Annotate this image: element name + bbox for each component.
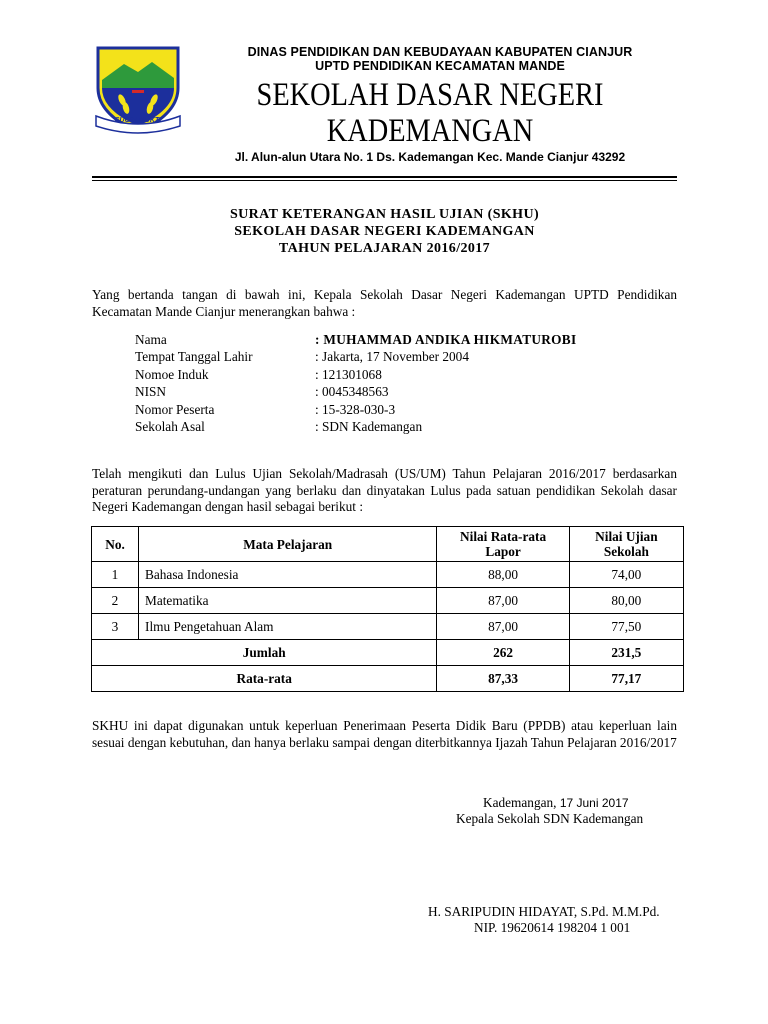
signatory-nip: NIP. 19620614 198204 1 001 (474, 920, 631, 935)
agency-line: DINAS PENDIDIKAN DAN KEBUDAYAAN KABUPATEN CIANJUR (247, 45, 633, 59)
birth-value: : Jakarta, 17 November 2004 (315, 349, 469, 365)
student-info-row (135, 348, 576, 365)
student-info-row (135, 383, 576, 400)
row-exam: 77,50 (569, 614, 683, 640)
school-name-line1: SEKOLAH DASAR NEGERI (256, 77, 604, 113)
row-no: 1 (92, 562, 139, 588)
average-label: Rata-rata (92, 666, 437, 692)
letterhead-rule-thin (92, 180, 677, 181)
document-subtitle-school: SEKOLAH DASAR NEGERI KADEMANGAN (234, 224, 535, 239)
header-report-average-line1: Nilai Rata-rata (460, 529, 547, 544)
logo-motto: SUGIH MUKTI (114, 117, 162, 124)
table-row (92, 614, 684, 640)
row-subject: Matematika (139, 588, 437, 614)
letterhead-rule-thick (92, 176, 677, 178)
table-total-row (92, 640, 684, 666)
document-title: SURAT KETERANGAN HASIL UJIAN (SKHU) (229, 207, 540, 222)
participant-number-label: Nomor Peserta (135, 401, 215, 417)
header-exam-score-line1: Nilai Ujian (595, 529, 658, 544)
student-number-label: Nomoe Induk (135, 366, 209, 382)
row-report: 87,00 (437, 614, 569, 640)
student-info-row (135, 331, 576, 348)
document-subtitle-year: TAHUN PELAJARAN 2016/2017 (278, 241, 491, 256)
origin-school-value: : SDN Kademangan (315, 418, 423, 434)
origin-school-label: Sekolah Asal (135, 418, 205, 434)
unit-line: UPTD PENDIDIKAN KECAMATAN MANDE (315, 59, 565, 73)
school-address: Jl. Alun-alun Utara No. 1 Ds. Kademangan Kec. Mande Cianjur 43292 (234, 150, 626, 164)
row-no: 2 (92, 588, 139, 614)
scores-table (91, 526, 684, 692)
regency-crest-logo (92, 44, 184, 136)
header-subject: Mata Pelajaran (139, 527, 437, 562)
student-name-value: : MUHAMMAD ANDIKA HIKMATUROBI (315, 332, 577, 347)
nisn-value: : 0045348563 (315, 384, 389, 400)
table-average-row (92, 666, 684, 692)
student-info-row (135, 401, 576, 418)
row-exam: 74,00 (569, 562, 683, 588)
statement-paragraph: Telah mengikuti dan Lulus Ujian Sekolah/Madrasah (US/UM) Tahun Pelajaran 2016/2017 berdasarkan peraturan perundang-undangan yang berlaku dan dinyatakan Lulus pada satuan pendidikan Sekolah dasar Negeri Kademangan dengan hasil sebagai berikut : (92, 466, 677, 514)
row-subject: Bahasa Indonesia (139, 562, 437, 588)
participant-number-value: : 15-328-030-3 (315, 401, 396, 417)
average-report: 87,33 (437, 666, 569, 692)
signature-date-value: 17 Juni 2017 (559, 796, 629, 810)
header-no: No. (92, 527, 139, 562)
signature-place: Kademangan, (483, 795, 557, 810)
table-row (92, 562, 684, 588)
row-report: 87,00 (437, 588, 569, 614)
header-exam-score (569, 527, 683, 562)
total-label: Jumlah (92, 640, 437, 666)
row-report: 88,00 (437, 562, 569, 588)
student-info-row (135, 418, 576, 435)
intro-paragraph: Yang bertanda tangan di bawah ini, Kepala Sekolah Dasar Negeri Kademangan UPTD Pendidikan Kecamatan Mande Cianjur menerangkan bahwa : (92, 287, 677, 319)
signatory-name: H. SARIPUDIN HIDAYAT, S.Pd. M.M.Pd. (428, 904, 660, 919)
table-row (92, 588, 684, 614)
nisn-label: NISN (135, 384, 167, 400)
table-header-row (92, 527, 684, 562)
signature-date (483, 795, 629, 811)
student-number-value: : 121301068 (315, 366, 382, 382)
birth-label: Tempat Tanggal Lahir (135, 349, 253, 365)
average-exam: 77,17 (569, 666, 683, 692)
total-exam: 231,5 (569, 640, 683, 666)
signature-position: Kepala Sekolah SDN Kademangan (456, 811, 644, 826)
closing-paragraph: SKHU ini dapat digunakan untuk keperluan Penerimaan Peserta Didik Baru (PPDB) atau keperluan lain sesuai dengan kebutuhan, dan hanya berlaku sampai dengan diterbitkannya Ijazah Tahun Pelajaran 2016/2017 (92, 718, 677, 750)
header-report-average (437, 527, 569, 562)
school-name-line2: KADEMANGAN (326, 113, 534, 149)
student-info (135, 331, 576, 435)
total-report: 262 (437, 640, 569, 666)
header-exam-score-line2: Sekolah (603, 544, 649, 559)
header-report-average-line2: Lapor (485, 544, 521, 559)
row-no: 3 (92, 614, 139, 640)
student-name-label: Nama (135, 332, 167, 347)
row-subject: Ilmu Pengetahuan Alam (139, 614, 437, 640)
row-exam: 80,00 (569, 588, 683, 614)
student-info-row (135, 366, 576, 383)
